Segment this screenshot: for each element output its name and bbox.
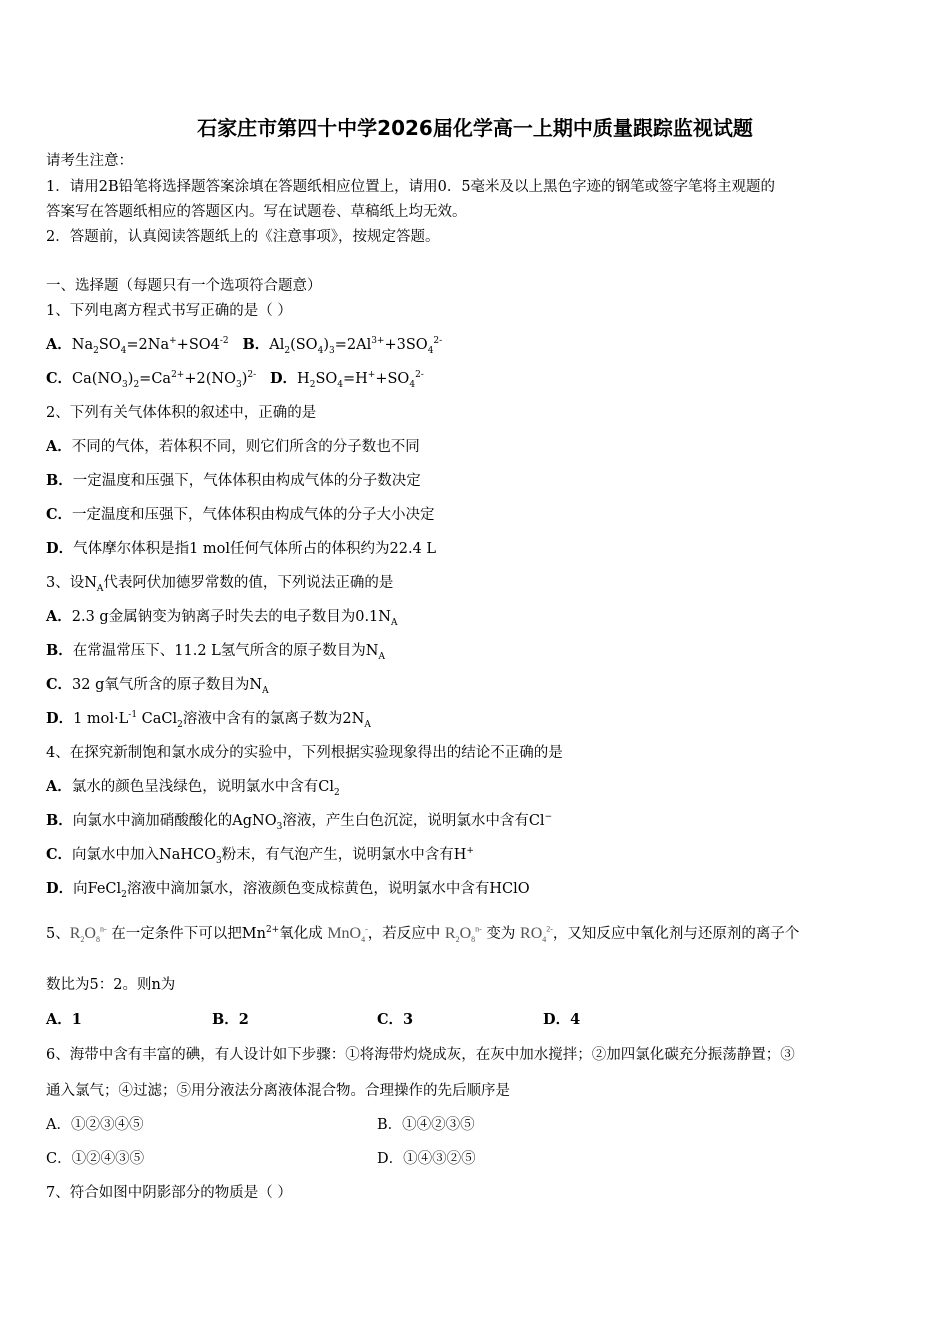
q2-option-d: D．气体摩尔体积是指1 mol任何气体所占的体积约为22.4 L (46, 540, 437, 557)
q1-c-label: C． (46, 370, 73, 387)
q1-b-label: B． (242, 336, 270, 353)
q6-stem-line2: 通入氯气；④过滤；⑤用分液法分离液体混合物。合理操作的先后顺序是 (46, 1083, 510, 1099)
q4-option-c: C．向氯水中加入NaHCO$_3$粉末，有气泡产生，说明氯水中含有H+ (46, 846, 474, 866)
q2-option-b: B．一定温度和压强下，气体体积由构成气体的分子数决定 (46, 472, 421, 489)
formula-ro4: $RO_4^{2-}$ (520, 924, 553, 945)
notice-item-1a: 1．请用2B铅笔将选择题答案涂填在答题纸相应位置上，请用0．5毫米及以上黑色字迹的钢笔或签字笔将主观题的 (46, 179, 776, 195)
q2-stem: 2、下列有关气体体积的叙述中，正确的是 (46, 405, 317, 421)
q5-option-a: A．1 (46, 1011, 82, 1028)
q6-option-c: C．①②④③⑤ (46, 1151, 145, 1167)
notice-heading: 请考生注意： (46, 153, 133, 169)
q3-option-d: D．1 $mol\cdot L^{-1}$ CaCl$_2$溶液中含有的氯离子数为$2N_A$ (46, 710, 371, 730)
q4-option-d: D．向FeCl$_2$溶液中滴加氯水，溶液颜色变成棕黄色，说明氯水中含有HClO (46, 880, 530, 900)
q3-option-b: B．在常温常压下、11.2 L氢气所含的原子数目为$N_A$ (46, 642, 385, 662)
q4-option-b: B．向氯水中滴加硝酸酸化的AgNO$_3$溶液，产生白色沉淀，说明氯水中含有Cl− (46, 812, 553, 832)
q1-stem: 1、下列电离方程式书写正确的是（ ） (46, 303, 292, 319)
q6-option-d: D．①④③②⑤ (377, 1151, 476, 1167)
q3-option-a: A．2.3 g金属钠变为钠离子时失去的电子数目为$0.1N_A$ (46, 608, 398, 628)
q1-a-label: A． (46, 336, 72, 353)
q6-stem-line1: 6、海带中含有丰富的碘，有人设计如下步骤：①将海带灼烧成灰，在灰中加水搅拌；②加四氯化碳充分振荡静置；③ (46, 1047, 795, 1063)
q5-option-b: B．2 (212, 1011, 249, 1028)
q7-stem: 7、符合如图中阴影部分的物质是（ ） (46, 1185, 292, 1201)
q2-option-a: A．不同的气体，若体积不同，则它们所含的分子数也不同 (46, 438, 420, 455)
q4-option-a: A．氯水的颜色呈浅绿色，说明氯水中含有$Cl_2$ (46, 778, 340, 798)
q3-option-c: C．32 g氧气所含的原子数目为$N_A$ (46, 676, 269, 696)
q4-stem: 4、在探究新制饱和氯水成分的实验中，下列根据实验现象得出的结论不正确的是 (46, 745, 563, 761)
q6-option-a: A．①②③④⑤ (46, 1117, 144, 1133)
q5-option-d: D．4 (543, 1011, 581, 1028)
formula-r2o8-2: $R_2O_8^{n-}$ (444, 924, 482, 945)
formula-r2o8: $R_2O_8^{n-}$ (69, 924, 107, 945)
formula-mno4: MnO$_4$- (327, 924, 368, 945)
notice-item-1b: 答案写在答题纸相应的答题区内。写在试题卷、草稿纸上均无效。 (46, 204, 467, 220)
q1-options-ab: A．$Na_2SO_4=2Na^++SO4^{-2}$ B．$Al_2(SO_4)_3=2Al^{3+}+3SO_4^{2-}$ (46, 336, 443, 356)
q2-option-c: C．一定温度和压强下，气体体积由构成气体的分子大小决定 (46, 506, 435, 523)
section-heading: 一、选择题（每题只有一个选项符合题意） (46, 278, 322, 294)
q1-options-cd: C．$Ca(NO_3)_2=Ca^{2+}+2(NO_3)^{2-}$ D．$H_2SO_4=H^++SO_4^{2-}$ (46, 370, 424, 390)
page-title: 石家庄市第四十中学2026届化学高一上期中质量跟踪监视试题 (197, 116, 753, 140)
q1-d-label: D． (269, 370, 298, 387)
q6-option-b: B．①④②③⑤ (377, 1117, 475, 1133)
q5-stem-line1: 5、$R_2O_8^{n-}$ 在一定条件下可以把$Mn^{2+}$氧化成 MnO$_4$-，若反应中 $R_2O_8^{n-}$ 变为 $RO_4^{2-}$，又知反应中氧化剂与还原剂的离子个 (46, 924, 800, 945)
q5-option-c: C．3 (377, 1011, 414, 1028)
q3-stem: 3、设$N_A$代表阿伏加德罗常数的值，下列说法正确的是 (46, 575, 394, 594)
notice-item-2: 2．答题前，认真阅读答题纸上的《注意事项》，按规定答题。 (46, 229, 440, 245)
q5-stem-line2: 数比为5：2。则n为 (46, 977, 176, 993)
